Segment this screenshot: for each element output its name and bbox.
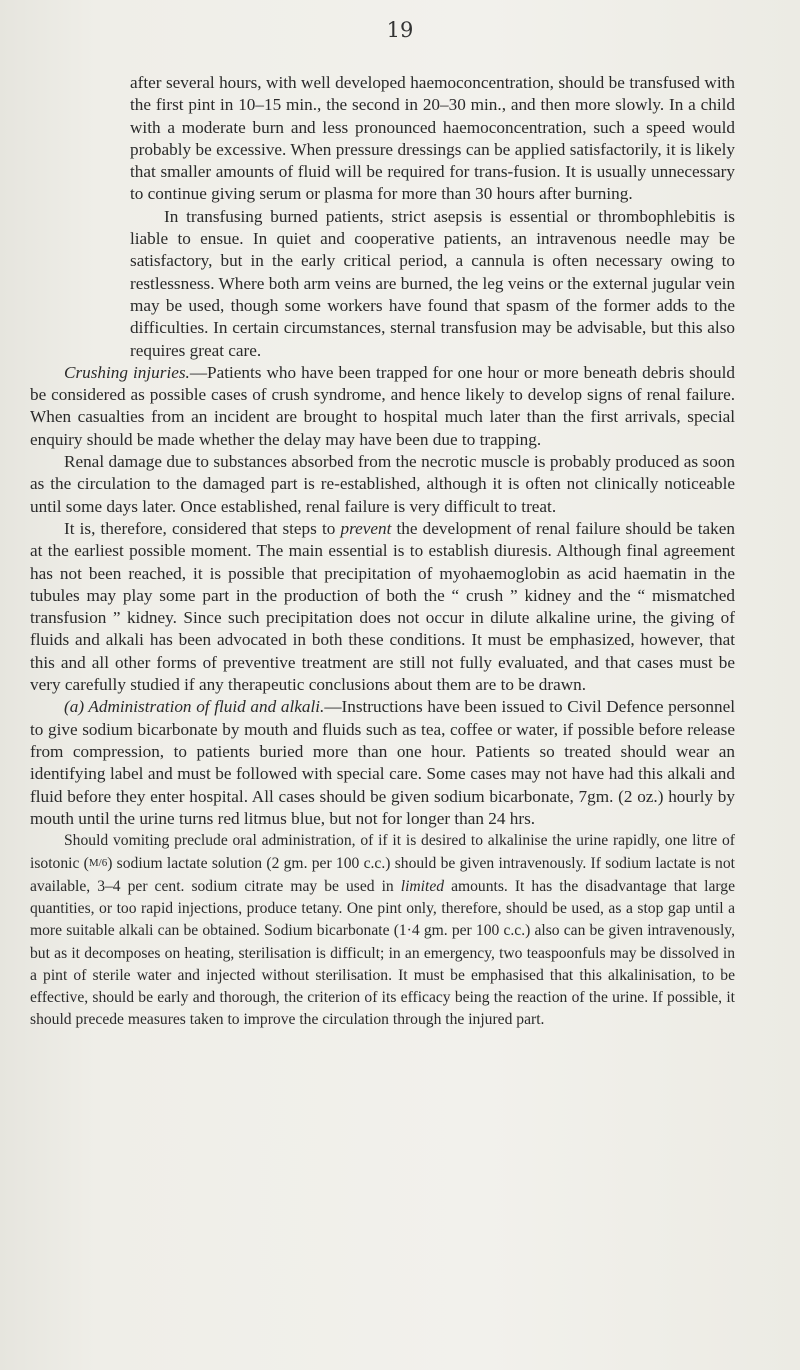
paragraph-2: In transfusing burned patients, strict asepsis is essential or thrombophlebitis is liable to ensue. In quiet and cooperative patients, an intravenous needle may be satisfactory, but in the early critical period, a cannula is often necessary owing to restlessness. Where both arm veins are burned, the leg veins or the external jugular vein may be used, though some workers have found that spasm of the former adds to the difficulties. In certain circumstances, sternal transfusion may be advisable, but this also requires great care. [130,206,735,360]
paragraph-7-middle: ) sodium lactate solution (2 gm. per 100 c.c.) should be given intravenously. If sodium lactate is not available, 3–4 per cent. sodium citrate may be used in [30,855,735,895]
section-lead-administration: (a) Administration of fluid and alkali. [64,697,325,717]
section-lead-crushing: Crushing injuries. [64,362,190,382]
paragraph-7-before: Should vomiting preclude oral administration, of if it is desired to alkalinise the urine rapidly, one litre of isotonic ( [30,832,735,873]
paragraph-5-before: It is, therefore, considered that steps to [64,518,341,538]
body-text [30,72,736,1032]
page-number: 19 [386,18,414,42]
paragraph-4: Renal damage due to substances absorbed from the necrotic muscle is probably produced as soon as the circulation to the damaged part is re-established, although it is often not clinically noticeable until some days later. Once established, renal failure is very difficult to treat. [30,452,735,516]
paragraph-3 [30,362,735,451]
paragraph-7-text: amounts. It has the disadvantage that large quantities, or too rapid injections, produce tetany. One pint only, therefore, should be used, as a stop gap until a more suitable alkali can be obtained. Sodium bicarbonate (1·4 gm. per 100 c.c.) also can be given intravenously, but as it decomposes on heating, sterilisation is difficult; in an emergency, two teaspoonfuls may be dissolved in a pint of sterile water and injected without sterilisation. It must be emphasised that this alkalinisation, to be effective, should be early and thorough, the criterion of its efficacy being the reaction of the urine. If possible, it should precede measures taken to improve the circulation through the injured part. [30,877,736,1029]
main-block [30,362,735,1032]
paragraph-7 [30,830,735,1032]
paragraph-7-emphasis: limited [400,877,445,895]
paragraph-5 [30,518,735,696]
paragraph-6-text: —Instructions have been issued to Civil Defence personnel to give sodium bicarbonate by mouth and fluids such as tea, coffee or water, if possible before release from compression, to patients buried more than one hour. Patients so treated should wear an identifying label and must be followed with special care. Some cases may not have had this alkali and fluid before they enter hospital. All cases should be given sodium bicarbonate, 7gm. (2 oz.) hourly by mouth until the urine turns red litmus blue, but not for longer than 24 hrs. [30,697,735,828]
paragraph-5-text: the development of renal failure should be taken at the earliest possible moment. The main essential is to establish diuresis. Although final agreement has not been reached, it is possible that precipitation of myohaemoglobin as acid haematin in the tubules may play some part in the production of both the “ crush ” kidney and the “ mismatched transfusion ” kidney. Since such precipitation does not occur in dilute alkaline urine, the giving of fluids and alkali has been advocated in both these conditions. It must be emphasized, however, that this and all other forms of preventive treatment are still not fully evaluated, and that cases must be very carefully studied if any therapeutic conclusions about them are to be drawn. [30,518,735,695]
fraction-m-6: M/6 [88,857,108,870]
paragraph-5-emphasis: prevent [340,518,392,538]
paragraph-1: after several hours, with well developed haemoconcentration, should be transfused with the first pint in 10–15 min., the second in 20–30 min., and then more slowly. In a child with a moderate burn and less pronounced haemoconcentration, such a speed would probably be excessive. When pressure dressings can be applied satisfactorily, it is likely that smaller amounts of fluid will be required for trans-fusion. It is usually unnecessary to continue giving serum or plasma for more than 30 hours after burning. [130,73,735,204]
paragraph-3-text: —Patients who have been trapped for one hour or more beneath debris should be considered as possible cases of crush syndrome, and hence likely to develop signs of renal failure. When casualties from an incident are brought to hospital much later than the first arrivals, special enquiry should be made whether the delay may have been due to trapping. [30,362,735,449]
paragraph-6 [30,696,735,830]
